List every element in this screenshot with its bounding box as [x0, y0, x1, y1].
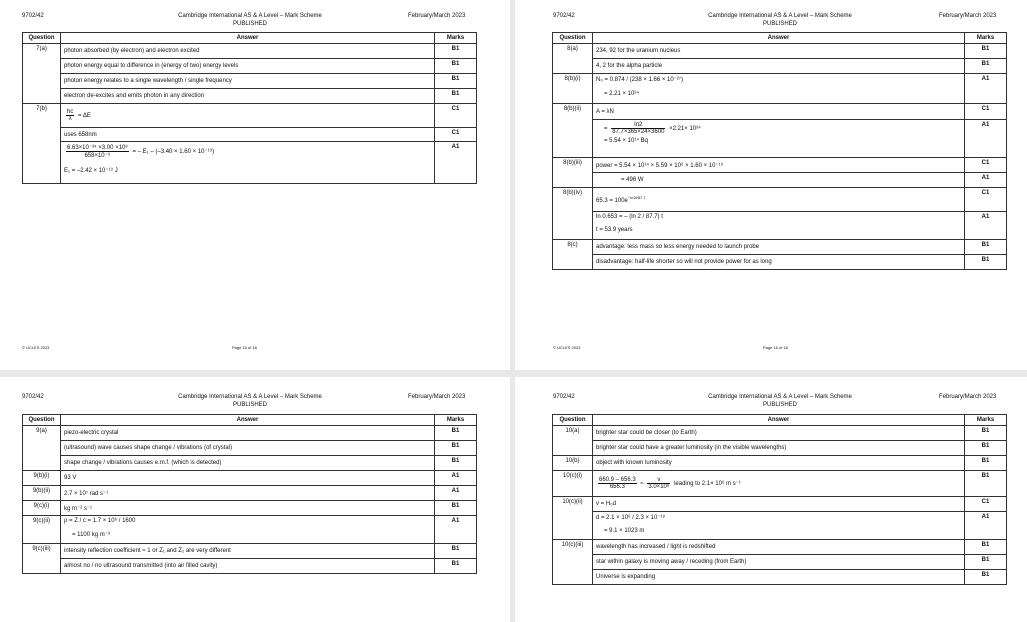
mark-scheme-table [552, 32, 1007, 270]
document-title [680, 12, 880, 28]
table-header [23, 33, 477, 44]
answer-header: Answer [593, 33, 965, 44]
answer-text: 4, 2 for the alpha particle [593, 59, 965, 74]
mark-scheme-table [552, 414, 1007, 585]
copyright: © UCLES 2023 [553, 345, 581, 350]
table-row [553, 59, 1007, 74]
table-row [553, 512, 1007, 540]
document-title [680, 393, 880, 409]
answer-text [593, 471, 965, 497]
table-row [553, 74, 1007, 104]
marks-header: Marks [435, 33, 477, 44]
answer-text: electron de-excites and emits photon in any direction [61, 89, 435, 104]
mark: B1 [965, 426, 1007, 441]
mark: A1 [435, 142, 477, 184]
table-row [553, 44, 1007, 59]
question-number: 8(b)(iii) [553, 158, 593, 188]
mark: B1 [435, 559, 477, 574]
table-row [23, 426, 477, 441]
mark-scheme-table [22, 414, 477, 574]
copyright: © UCLES 2023 [22, 345, 50, 350]
question-number: 7(b) [23, 104, 61, 184]
fraction [66, 109, 74, 122]
table-row [553, 456, 1007, 471]
answer-line: E₁ = –2.42 × 10⁻¹⁹ J [64, 168, 118, 174]
exponent: −ln2t/87.7 [627, 195, 646, 200]
answer-line: N₀ = 0.874 / (238 × 1.66 × 10⁻²⁷) [596, 77, 684, 83]
table-row [553, 104, 1007, 120]
question-number: 9(b)(i) [23, 471, 61, 486]
answer-text: uses 658nm [61, 128, 435, 142]
answer-text [593, 120, 965, 158]
table-row [23, 501, 477, 516]
answer-text: photon energy relates to a single wavelength / single frequency [61, 74, 435, 89]
question-number: 9(a) [23, 426, 61, 471]
mark: A1 [965, 74, 1007, 104]
answer-text: star within galaxy is moving away / receding (from Earth) [593, 555, 965, 570]
denominator: 658×10⁻⁹ [84, 153, 111, 159]
denominator: 87.7×365×24×3600 [612, 129, 665, 135]
title-line: Cambridge International AS & A Level – Mark Scheme [708, 394, 852, 400]
mark: B1 [965, 471, 1007, 497]
equation-rest: ×2.21× 10²⁴ [669, 126, 701, 133]
answer-text: power = 5.54 × 10¹⁴ × 5.59 × 10⁶ × 1.60 × 10⁻¹⁹ [593, 158, 965, 173]
answer-text: kg m⁻² s⁻¹ [61, 501, 435, 516]
equals-sign: = [604, 126, 608, 133]
answer-text: v = H₀d [593, 497, 965, 512]
answer-text [61, 516, 435, 544]
answer-line: d = 2.1 × 10⁶ / 2.3 × 10⁻¹⁸ [596, 515, 666, 521]
answer-text: piezo-electric crystal [61, 426, 435, 441]
table-row [553, 255, 1007, 270]
mark: B1 [965, 555, 1007, 570]
table-header [553, 415, 1007, 426]
marks-header: Marks [965, 415, 1007, 426]
question-number: 8(a) [553, 44, 593, 74]
table-header [23, 415, 477, 426]
answer-text: intensity reflection coefficient ≈ 1 or Z₁ and Z₂ are very different [61, 544, 435, 559]
table-row [23, 89, 477, 104]
page-number: Page 16 of 18 [763, 345, 788, 350]
answer-text: wavelength has increased / light is redshifted [593, 540, 965, 555]
question-number: 8(b)(ii) [553, 104, 593, 158]
answer-line: ln 0.653 = – (ln 2 / 87.7) t [596, 214, 663, 220]
marks-header: Marks [435, 415, 477, 426]
answer-text: photon energy equal to difference in (energy of two) energy levels [61, 59, 435, 74]
title-line: Cambridge International AS & A Level – Mark Scheme [708, 13, 852, 19]
table-row [23, 44, 477, 59]
fraction [598, 477, 637, 490]
paper-code: 9702/42 [22, 394, 44, 400]
mark: B1 [435, 59, 477, 74]
numerator: v [647, 477, 670, 484]
mark: B1 [965, 44, 1007, 59]
mark: C1 [435, 104, 477, 128]
question-number: 8(c) [553, 240, 593, 270]
table-row [553, 173, 1007, 188]
mark: B1 [965, 59, 1007, 74]
page-18 [515, 377, 1027, 622]
table-row [23, 544, 477, 559]
table-row [553, 426, 1007, 441]
answer-text [593, 188, 965, 212]
paper-code: 9702/42 [553, 394, 575, 400]
answer-text: A = λN [593, 104, 965, 120]
mark: B1 [435, 74, 477, 89]
mark: B1 [965, 255, 1007, 270]
equation-rest: leading to 2.1× 10⁶ m s⁻¹ [674, 481, 741, 488]
mark: A1 [965, 512, 1007, 540]
mark: B1 [965, 570, 1007, 585]
numerator: 660.9 – 656.3 [599, 477, 636, 483]
answer-line: = 2.21 × 10²⁴ [604, 91, 639, 97]
answer-text: almost no / no ultrasound transmitted (into air filled cavity) [61, 559, 435, 574]
page-number: Page 15 of 18 [232, 345, 257, 350]
table-header [553, 33, 1007, 44]
answer-text [61, 104, 435, 128]
mark: C1 [965, 188, 1007, 212]
mark: C1 [965, 104, 1007, 120]
table-row [23, 104, 477, 128]
marks-header: Marks [965, 33, 1007, 44]
question-number: 10(c)(i) [553, 471, 593, 497]
answer-header: Answer [61, 33, 435, 44]
answer-text: 93 V [61, 471, 435, 486]
question-number: 10(a) [553, 426, 593, 456]
mark: A1 [965, 120, 1007, 158]
numerator: ln2 [611, 122, 665, 129]
answer-line: ρ = Z / c = 1.7 × 10⁶ / 1600 [64, 518, 136, 524]
mark: B1 [435, 501, 477, 516]
question-number: 9(c)(iii) [23, 544, 61, 574]
question-header: Question [23, 415, 61, 426]
equation-rest: = ΔE [78, 113, 91, 120]
fraction [66, 144, 129, 159]
denominator: 656.3 [609, 484, 625, 490]
answer-text: shape change / vibrations causes e.m.f. (which is detected) [61, 456, 435, 471]
published-line: PUBLISHED [762, 21, 797, 27]
table-row [23, 559, 477, 574]
table-row [23, 486, 477, 501]
mark: C1 [965, 497, 1007, 512]
document-title [150, 393, 350, 409]
published-line: PUBLISHED [232, 21, 267, 27]
page-17 [0, 377, 510, 622]
denominator: 3.0×10⁸ [648, 484, 670, 490]
answer-text: brighter star could have a greater luminosity (in the visible wavelengths) [593, 441, 965, 456]
answer-header: Answer [593, 415, 965, 426]
table-row [553, 570, 1007, 585]
mark: B1 [435, 89, 477, 104]
table-row [23, 456, 477, 471]
question-header: Question [23, 33, 61, 44]
mark-scheme-table [22, 32, 477, 184]
answer-text: Universe is expanding [593, 570, 965, 585]
mark: A1 [435, 516, 477, 544]
published-line: PUBLISHED [232, 402, 267, 408]
numerator: hc [67, 109, 74, 115]
answer-text: (ultrasound) wave causes shape change / vibrations (of crystal) [61, 441, 435, 456]
numerator: 6.63×10⁻³⁴ ×3.00 ×10⁸ [67, 145, 128, 151]
answer-text [593, 212, 965, 240]
table-row [553, 158, 1007, 173]
mark: B1 [435, 44, 477, 59]
session-label: February/March 2023 [939, 13, 997, 19]
question-number: 10(c)(ii) [553, 497, 593, 540]
title-line: Cambridge International AS & A Level – Mark Scheme [178, 13, 322, 19]
question-number: 8(b)(iv) [553, 188, 593, 240]
answer-line: = 1100 kg m⁻³ [72, 532, 110, 538]
answer-text: disadvantage: half-life shorter so will not provide power for as long [593, 255, 965, 270]
approx-sign: ≈ [640, 481, 644, 488]
equation-base: 65.3 = 100e [596, 198, 628, 204]
mark: B1 [965, 540, 1007, 555]
answer-line: = 9.1 × 1023 m [604, 528, 645, 534]
document-title [150, 12, 350, 28]
question-number: 10(b) [553, 456, 593, 471]
mark: C1 [965, 158, 1007, 173]
answer-text: brighter star could be closer (to Earth) [593, 426, 965, 441]
session-label: February/March 2023 [408, 394, 466, 400]
question-number: 9(c)(ii) [23, 516, 61, 544]
answer-text: 234, 92 for the uranium nucleus [593, 44, 965, 59]
table-row [553, 212, 1007, 240]
mark: B1 [435, 426, 477, 441]
answer-text: advantage: less mass so less energy needed to launch probe [593, 240, 965, 255]
table-row [23, 59, 477, 74]
mark: B1 [435, 441, 477, 456]
answer-text [61, 142, 435, 184]
question-header: Question [553, 33, 593, 44]
answer-text: photon absorbed (by electron) and electron excited [61, 44, 435, 59]
equation-rest: = – E₁ – (–3.40 × 1.60 × 10⁻¹⁹) [132, 149, 215, 156]
question-header: Question [553, 415, 593, 426]
session-label: February/March 2023 [939, 394, 997, 400]
answer-header: Answer [61, 415, 435, 426]
title-line: Cambridge International AS & A Level – Mark Scheme [178, 394, 322, 400]
table-row [553, 240, 1007, 255]
fraction [647, 477, 670, 490]
question-number: 10(c)(iii) [553, 540, 593, 585]
session-label: February/March 2023 [408, 13, 466, 19]
table-row [553, 555, 1007, 570]
table-row [553, 441, 1007, 456]
published-line: PUBLISHED [762, 402, 797, 408]
question-number: 9(c)(i) [23, 501, 61, 516]
answer-text: = 496 W [593, 173, 965, 188]
table-row [553, 471, 1007, 497]
answer-text [593, 512, 965, 540]
mark: A1 [435, 471, 477, 486]
table-row [23, 128, 477, 142]
answer-text: object with known luminosity [593, 456, 965, 471]
table-row [553, 120, 1007, 158]
table-row [23, 142, 477, 184]
table-row [23, 516, 477, 544]
mark: B1 [965, 240, 1007, 255]
mark: B1 [965, 456, 1007, 471]
mark: A1 [965, 212, 1007, 240]
mark: B1 [435, 456, 477, 471]
page-16 [515, 0, 1027, 370]
mark: B1 [435, 544, 477, 559]
question-number: 8(b)(i) [553, 74, 593, 104]
denominator: λ [68, 116, 72, 122]
answer-line: t = 53.9 years [596, 227, 633, 233]
answer-text [593, 74, 965, 104]
table-row [553, 497, 1007, 512]
fraction [611, 122, 665, 135]
paper-code: 9702/42 [553, 13, 575, 19]
table-row [553, 188, 1007, 212]
table-row [23, 441, 477, 456]
mark: A1 [435, 486, 477, 501]
mark: C1 [435, 128, 477, 142]
answer-text: 2.7 × 10⁷ rad s⁻¹ [61, 486, 435, 501]
question-number: 9(b)(ii) [23, 486, 61, 501]
table-row [23, 471, 477, 486]
mark: A1 [965, 173, 1007, 188]
table-row [553, 540, 1007, 555]
table-row [23, 74, 477, 89]
page-15 [0, 0, 510, 370]
answer-line: = 5.54 × 10¹⁴ Bq [604, 138, 648, 144]
question-number: 7(a) [23, 44, 61, 104]
mark: B1 [965, 441, 1007, 456]
paper-code: 9702/42 [22, 13, 44, 19]
